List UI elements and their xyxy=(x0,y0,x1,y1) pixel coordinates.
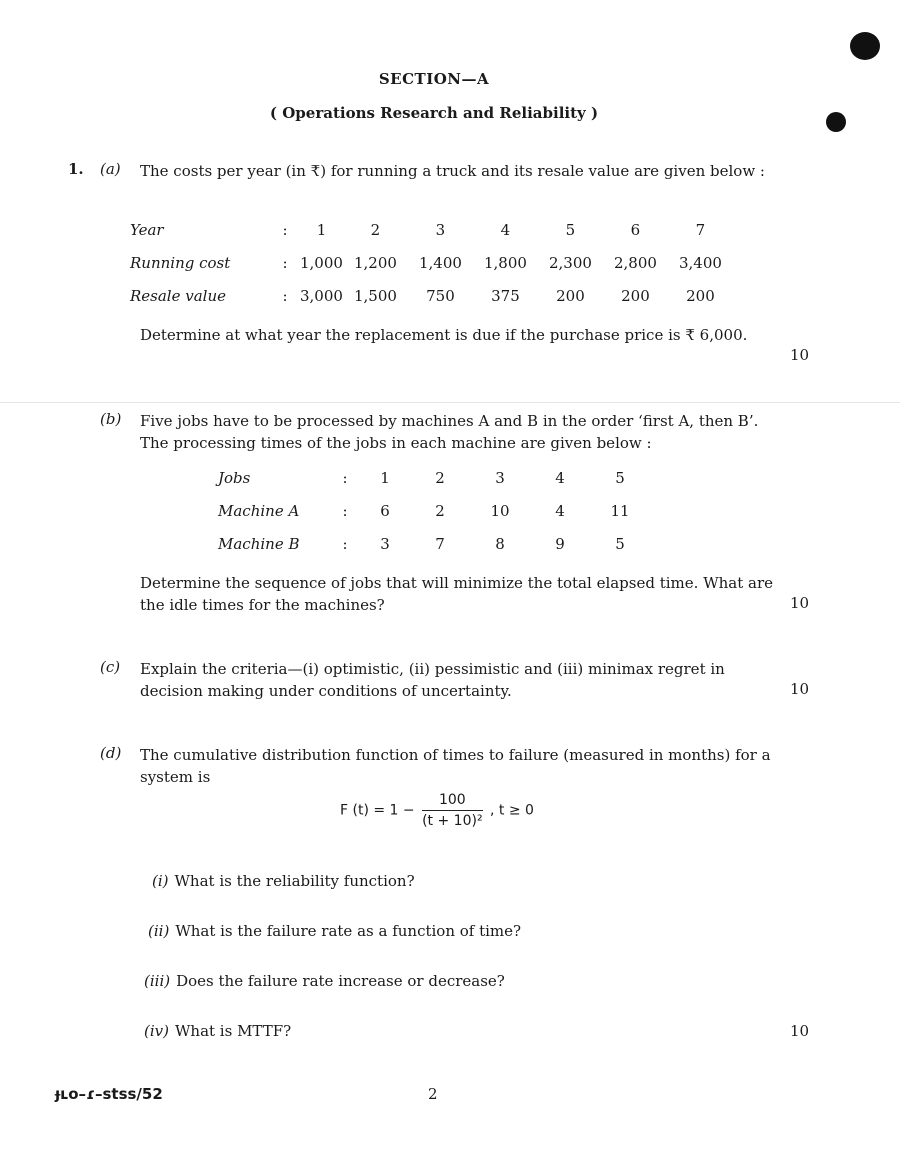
table-cell: 2,800 xyxy=(613,253,657,272)
table-cell: 5 xyxy=(565,220,576,239)
table-cell: 7 xyxy=(695,220,706,239)
table-cell: 8 xyxy=(495,534,505,553)
table-cell: 2 xyxy=(435,501,445,520)
colon: : xyxy=(342,501,348,520)
table-cell: 3 xyxy=(495,468,505,487)
part-a-label: (a) xyxy=(100,160,121,178)
table-cell: 7 xyxy=(435,534,445,553)
table-cell: 750 xyxy=(426,286,455,305)
part-c-text: Explain the criteria—(i) optimistic, (ii) pessimistic and (iii) minimax regret in decision making under conditions of uncertainty. xyxy=(140,660,725,700)
colon: : xyxy=(282,286,288,305)
colon: : xyxy=(342,468,348,487)
table-cell: 2 xyxy=(435,468,445,487)
subpart-text: What is MTTF? xyxy=(174,1022,292,1040)
subpart-text: What is the reliability function? xyxy=(174,872,415,890)
table-cell: 3,400 xyxy=(678,253,722,272)
colon: : xyxy=(282,253,288,272)
part-a-text: The costs per year (in ₹) for running a truck and its resale value are given below : xyxy=(140,162,765,180)
table-cell: 3,000 xyxy=(300,286,343,305)
table-cell: 200 xyxy=(556,286,585,305)
part-d-label: (d) xyxy=(100,744,122,762)
subpart-iv xyxy=(144,1022,291,1040)
formula-condition: , t ≥ 0 xyxy=(490,802,534,819)
part-b-question: Determine the sequence of jobs that will minimize the total elapsed time. What are the idle times for the machines? xyxy=(140,574,773,614)
question-number: 1. xyxy=(68,160,84,178)
subpart-i xyxy=(152,872,415,890)
subpart-ii xyxy=(148,922,521,940)
subpart-label: (iv) xyxy=(144,1022,169,1040)
subpart-label: (i) xyxy=(152,872,169,890)
formula-denominator: (t + 10)² xyxy=(422,813,483,829)
table-cell: 4 xyxy=(555,468,565,487)
table-row xyxy=(130,246,733,279)
row-label: Resale value xyxy=(130,286,227,305)
table-cell: 3 xyxy=(435,220,446,239)
row-label: Machine A xyxy=(218,501,300,520)
colon: : xyxy=(342,534,348,553)
paper-code: ɟʟo–ɾ–stss/52 xyxy=(55,1085,163,1103)
table-cell: 375 xyxy=(491,286,520,305)
subpart-iii xyxy=(144,972,505,990)
part-b-text: Five jobs have to be processed by machines A and B in the order ‘first A, then B’. The processing times of the jobs in each machine are given below : xyxy=(140,412,759,452)
table-cell: 5 xyxy=(615,534,625,553)
table-cell: 6 xyxy=(630,220,641,239)
formula-fraction xyxy=(422,792,482,829)
formula-lhs: F (t) = 1 − xyxy=(340,802,415,819)
row-label: Running cost xyxy=(130,253,231,272)
scan-divider xyxy=(0,402,900,403)
subpart-text: What is the failure rate as a function of time? xyxy=(175,922,522,940)
part-d-text: The cumulative distribution function of times to failure (measured in months) for a system is xyxy=(140,746,771,786)
table-row xyxy=(218,461,650,494)
table-cell: 2,300 xyxy=(548,253,592,272)
table-cell: 9 xyxy=(555,534,565,553)
table-cell: 200 xyxy=(621,286,650,305)
table-cell: 11 xyxy=(610,501,630,520)
subpart-label: (iii) xyxy=(144,972,171,990)
row-label: Machine B xyxy=(218,534,300,553)
part-a-question: Determine at what year the replacement is due if the purchase price is ₹ 6,000. xyxy=(140,326,748,344)
table-cell: 3 xyxy=(380,534,390,553)
table-cell: 6 xyxy=(380,501,390,520)
table-row xyxy=(218,494,650,527)
part-a-marks: 10 xyxy=(790,346,810,364)
table-row xyxy=(130,213,733,246)
section-subtitle: ( Operations Research and Reliability ) xyxy=(269,104,599,122)
table-cell: 2 xyxy=(370,220,381,239)
row-label: Jobs xyxy=(218,468,251,487)
table-cell: 4 xyxy=(555,501,565,520)
table-cell: 1,500 xyxy=(353,286,397,305)
part-c-label: (c) xyxy=(100,658,121,676)
section-title: SECTION—A xyxy=(378,70,490,88)
table-cell: 1 xyxy=(316,220,327,239)
truck-cost-table xyxy=(130,213,733,312)
table-cell: 1,400 xyxy=(418,253,462,272)
row-label: Year xyxy=(130,220,164,239)
part-d-marks: 10 xyxy=(790,1022,810,1040)
scan-blot xyxy=(850,32,880,60)
table-cell: 10 xyxy=(490,501,510,520)
colon: : xyxy=(282,220,288,239)
table-row xyxy=(130,279,733,312)
table-cell: 4 xyxy=(500,220,511,239)
subpart-label: (ii) xyxy=(148,922,170,940)
cdf-formula xyxy=(340,792,534,829)
part-b-marks: 10 xyxy=(790,594,810,612)
table-row xyxy=(218,527,650,560)
table-cell: 5 xyxy=(615,468,625,487)
job-times-table xyxy=(218,461,650,560)
part-c-marks: 10 xyxy=(790,680,810,698)
part-b-label: (b) xyxy=(100,410,122,428)
table-cell: 1,200 xyxy=(353,253,397,272)
formula-numerator: 100 xyxy=(422,792,482,811)
table-cell: 1 xyxy=(380,468,390,487)
table-cell: 1,800 xyxy=(483,253,527,272)
table-cell: 1,000 xyxy=(300,253,343,272)
subpart-text: Does the failure rate increase or decrease? xyxy=(176,972,505,990)
page-number: 2 xyxy=(428,1085,438,1103)
table-cell: 200 xyxy=(686,286,715,305)
